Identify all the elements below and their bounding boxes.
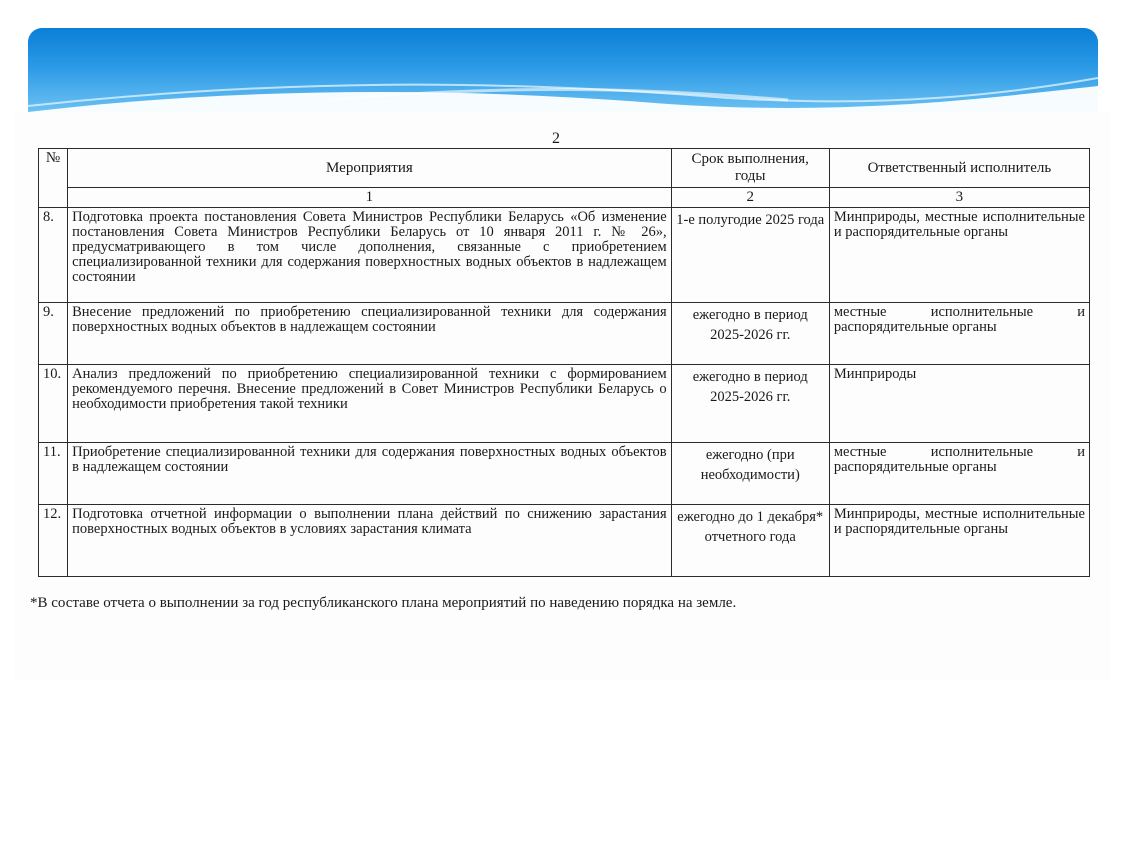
banner-wave-decoration <box>28 28 1098 112</box>
row-term: ежегодно в период 2025-2026 гг. <box>671 365 829 443</box>
row-number: 9. <box>39 303 68 365</box>
row-number: 8. <box>39 208 68 303</box>
row-activity: Внесение предложений по приобретению специализированной техники для содержания поверхностных водных объектов в надлежащем состоянии <box>68 303 672 365</box>
row-responsible: местные исполнительные и распорядительные органы <box>829 443 1089 505</box>
row-term: ежегодно до 1 декабря* отчетного года <box>671 505 829 577</box>
row-number: 12. <box>39 505 68 577</box>
table-row <box>39 505 1090 577</box>
table-header-row <box>39 149 1090 188</box>
header-term: Срок выполнения, годы <box>671 149 829 188</box>
table-row <box>39 443 1090 505</box>
row-number: 11. <box>39 443 68 505</box>
column-index-1: 1 <box>68 188 672 208</box>
table-row <box>39 208 1090 303</box>
table-row <box>39 303 1090 365</box>
row-activity: Подготовка отчетной информации о выполнении плана действий по снижению зарастания поверхностных водных объектов в условиях зарастания климата <box>68 505 672 577</box>
row-term: ежегодно в период 2025-2026 гг. <box>671 303 829 365</box>
row-responsible: местные исполнительные и распорядительные органы <box>829 303 1089 365</box>
row-activity: Анализ предложений по приобретению специализированной техники с формированием рекомендуемого перечня. Внесение предложений в Совет Министров Республики Беларусь о необходимости приобретения такой техники <box>68 365 672 443</box>
row-activity: Приобретение специализированной техники для содержания поверхностных водных объектов в надлежащем состоянии <box>68 443 672 505</box>
footnote: *В составе отчета о выполнении за год республиканского плана мероприятий по наведению порядка на земле. <box>30 595 737 611</box>
header-number: № <box>39 149 68 208</box>
row-number: 10. <box>39 365 68 443</box>
row-responsible: Минприроды, местные исполнительные и распорядительные органы <box>829 505 1089 577</box>
page-number: 2 <box>552 130 560 147</box>
header-responsible: Ответственный исполнитель <box>829 149 1089 188</box>
table-row <box>39 365 1090 443</box>
header-activity: Мероприятия <box>68 149 672 188</box>
row-term: ежегодно (при необходимости) <box>671 443 829 505</box>
column-index-row <box>39 188 1090 208</box>
column-index-3: 3 <box>829 188 1089 208</box>
row-term: 1-е полугодие 2025 года <box>671 208 829 303</box>
row-activity: Подготовка проекта постановления Совета Министров Республики Беларусь «Об изменение постановления Совета Министров Республики Беларусь от 10 января 2011 г. № 26», предусматривающего в том числе дополнения, связанные с приобретением специализированной техники для содержания поверхностных водных объектов в надлежащем состоянии <box>68 208 672 303</box>
action-plan-table <box>38 148 1090 577</box>
column-index-2: 2 <box>671 188 829 208</box>
row-responsible: Минприроды, местные исполнительные и распорядительные органы <box>829 208 1089 303</box>
row-responsible: Минприроды <box>829 365 1089 443</box>
header-banner <box>28 28 1098 112</box>
